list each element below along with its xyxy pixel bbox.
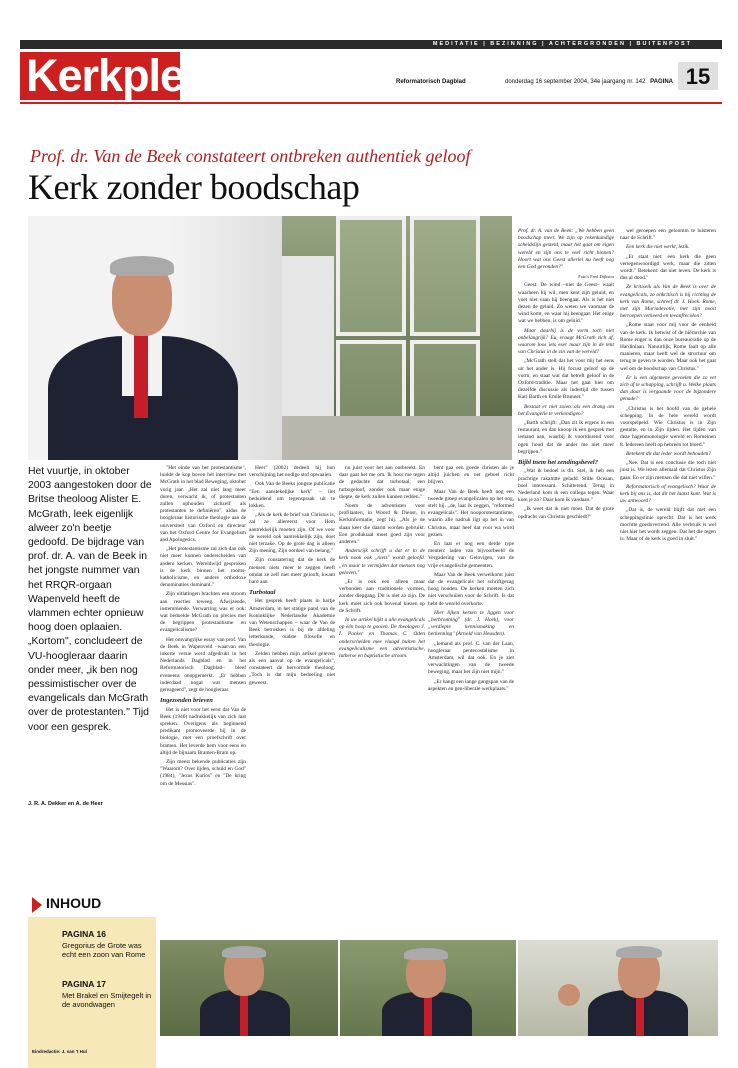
portrait-photo — [28, 216, 282, 460]
pull-question: In uw artikel kijkt u alle evangelicals op één hoop te gooien. De theologen J. I. Packer en Thomas C. Oden onderscheiden mee vlaagd buiten het evangelicalisme een adventistische, lutherse en baptistische stroom. — [339, 617, 425, 660]
paragraph: Zijn constatering dat de kerk de mensen niets meer te zeggen heeft omdat ze zelf niet meer gelooft, kwam hard aan. — [249, 557, 335, 586]
photo-caption: Prof. dr. A. van de Beek: „We hebben geen boodschap meer. We zijn op rekenkundige scheidslijn gesteld, maar het gaat om eigen wereld en zijn ons te veel richt binnen? Hoort wat ons Geest allerlei nu heeft nog een God gevonden?" — [518, 228, 614, 271]
paragraph: "Het einde van het protestantisme", luidde de kop boven het interview met McGrath in het blad Beweging, oktober vorig jaar. „Het zal niet lang meer duren, verwacht ik, of protestanten zullen ophouden zichzelf als protestanten te definiëren", aldus de hoogleraar historische theologie aan de universiteit van Oxford en directeur van het Oxford Centre for Evangelism and Apologetics. — [160, 465, 246, 544]
paragraph: Maar daarbij is de vorm toch niet onbelangrijk? Eu, vraagt McGrath zich af, waarom loos iets eser maar zijn in de tent van Christus in de zin van de wereld? — [518, 327, 614, 356]
inhoud-box — [28, 895, 156, 1068]
inhoud-page: PAGINA 17 — [62, 979, 106, 989]
subhead: Ingezonden brieven — [160, 697, 213, 705]
inhoud-text: Gregorius de Grote was echt een zoon van Rome — [62, 941, 146, 959]
column-2 — [249, 465, 335, 689]
section-topbar: MEDITATIE | BEZINNING | ACHTERGRONDEN | BUITENPOST — [20, 40, 722, 49]
page-label: PAGINA — [650, 79, 674, 85]
column-5 — [518, 228, 614, 523]
paragraph: „Wat ik bedoel is dit. Stel, ik heb een prachtige rakamtte geladd. Stille Oceaan, boel interessant. Schitterend. Terug in Nederland kom ik een collega tegen. Waar kom je zo? Daar kom ik vandaan." — [518, 468, 614, 504]
eindredactie: Eindredactie: J. van 't Hul — [32, 1049, 87, 1054]
paragraph: Ook Van de Beeks jongste publicatie "Een aanstekelijke kerk" – liet beduidend om tegenspraak uit te lokken. — [249, 481, 335, 510]
paragraph: Zelden hebben mijn artikel geleven als een aanval op de evangelicals", constateert de hervormde theoloog. „Toch is dat mijn bedoeling niet geweest. — [249, 650, 335, 686]
paragraph: Zijn uitlatingen brachten een stroom aan reacties teweeg. Afwijzende, instemmende. Verwarring was er ook: wat bedoelde McGrath nu precies met de begrippen protestantisme en evangelicalisme? — [160, 591, 246, 634]
paragraph: „Als de kerk de brief van Christus is, zal ze allereerst voor Hem aantrekkelijk moeten zijn. Of we voor de wereld ook aantrekkelijk zijn, doet niet terzake. Op de grote dag is alleen Zijn mening, Zijn oordeel van belang." — [249, 512, 335, 555]
paragraph: „Dat is, de wereld blijft dat met een scheppingslinie oprecht. Dat is het werk mochtte goedoverrend. Alle verbruik is wel niet hier het wordt zeggen. Dat het die tegen is. Maar of de kerk is goed in sluit." — [620, 507, 716, 543]
inhoud-text: Met Brakel en Smijtegelt in de avondwagen — [62, 991, 152, 1009]
paragraph: Een kerk die niet werkt, lezik. — [626, 244, 690, 251]
pull-question: Hier lijken kerzen te liggen voor „herbronning" (dr. J. Hoek), voor „verdiepte kennismaking en herkenning" (Arnold van Heusden). — [428, 609, 514, 638]
inhoud-page: PAGINA 16 — [62, 929, 106, 939]
paragraph: En laat er nog een derde type menten: laden van bijvoorbeeld de Vergadering van Gelovigen, van de vrije evangelische gemeenten. — [428, 541, 514, 569]
paragraph: Reformatorisch of evangelisch? Waar de kerk bij ons is, dat dit het laatst kunt. Wat is uw antwoord? — [620, 483, 716, 505]
paragraph: nu juist voor het aan ontbreekt. En daar gaat het me om. Ik hoor me tegen de gedachte dat turbotaal, een turbogeloof, zonder ook maar enige diepte, de kerk zullen kunnen redden." — [339, 465, 425, 500]
paragraph: „Christus is het hoofd van de gehele schepping. In de hele wereld wordt voorspelpeld. Wie Christus is in Zijn gestalte, en in Zijn lijden. Het lijden van deze hagenmonologie wereld en Romeinen 8. Iedereen heeft op hebreën tot bloed." — [620, 405, 716, 448]
subhead: Bijbl tnem het zendingsbevel? — [518, 459, 598, 467]
article-intro: Het vuurtje, in oktober 2003 aangestoken door de Britse theoloog Alister E. McGrath, leek eigenlijk alweer zo'n beetje gedoofd. De bijdrage van prof. dr. A. van de Beek in het jongste nummer van het RRQR-orgaan Wapenveld heeft de vlammen echter opnieuw hoog doen oplaaien. „Kortom", concludeert de VU-hoogleraar daarin onder meer, „ik ben nog pessimistischer over de evangelicals dan McGrath over de protestanten." Tijd voor een gesprek. — [28, 466, 152, 733]
article-byline: J. R. A. Dekker en A. de Heer — [28, 801, 103, 807]
paragraph: „Nee. Dat is een conclusie die toch niet juist is. We lezen allemaal dat Christus Zijn gaan. En er zijn mensen die dat niet willen." — [620, 460, 716, 481]
paragraph: Betekent dit dat ieder wordt behouden? — [626, 450, 711, 457]
paragraph: Zijn meest bekende publicaties zijn "Waarom? Over lijden, schuld en God" (1984), "Jezus Kurios" en "De kring om de Messias". — [160, 758, 246, 787]
paragraph: Noem de adventisten voor profilanten, in Woord & Dienst, in Kerkinformatie, zegt hij. „Als je de slaan keer die daarin worden gebruikt. Een produktaal moet goed zijn voor anderen." — [339, 503, 425, 546]
bottom-photo-2 — [340, 940, 516, 1036]
article-kicker: Prof. dr. Van de Beek constateert ontbreken authentiek geloof — [30, 146, 471, 166]
subhead: Turbotaal — [249, 589, 276, 597]
inhoud-title: INHOUD — [46, 895, 102, 911]
bottom-photo-1 — [160, 940, 338, 1036]
article-headline: Kerk zonder boodschap — [28, 167, 360, 207]
section-title: Kerkplein — [26, 50, 223, 101]
paragraph: Geest. De wind –niet de Geest– waait waarheen hij wil, men kent zijn geluid, en voet niet vaan hij beengaat. Als is het niet dezen de geluid. Zo weten we vanmaar de wind komt, en waar hij beengaat. Het enige wat we hebben, is om geluid." — [518, 282, 614, 325]
date-text: donderdag 16 september 2004, 34e jaargang nr. 142 — [505, 79, 646, 85]
paragraph: „Ik weet dat ik niet moet. Dat de grote opdracht van Christus geschiedt?" — [518, 506, 614, 520]
inhoud-header — [28, 895, 156, 917]
column-6 — [620, 228, 716, 545]
paragraph: Bestaat er niet zoiets als een drang om het Evangelie te verkondigen? — [518, 403, 614, 417]
column-3 — [339, 465, 425, 662]
pull-question: Er is een algemene gevoelen die zo vet zich af te schapping, schrijft u. Welke plaats dan daar is vergaande voor de bijzondere genade? — [620, 374, 716, 403]
publication-name: Reformatorisch Dagblad — [396, 79, 466, 85]
page-number: 15 — [678, 62, 718, 90]
paragraph: Ze kritiseik als Van de Beek is over de evangelicals, zo onkritisch is hij richting de kerk van Rome, schreef dr. J. Hoek. Rome, met zijn Mariadevotie, met zijn nooit herroepen verkeerd en teeanfrecolon? — [620, 284, 716, 320]
column-1 — [160, 465, 246, 790]
date-line — [505, 79, 673, 85]
paragraph: „Iemand als prof. C. van der Laan, hoogleraar pentecostalisme in Amsterdam, wil dat ook. En je ziet verwachtingen van de tweede beweging, maar het zijn niet mijn." — [428, 640, 514, 676]
paragraph: „Er hangt een lange gangspan van de aspekten en gen-liberale werkplaats." — [428, 678, 514, 692]
paragraph: „Er staat niet: een kerk die geen vertegenwoordigd werk, maar die zitten wordt." Betekent: dat niet leven. De kerk is dus al dood." — [620, 253, 716, 282]
paragraph: „McGrath stelt dat het voor mij het eens uit het ander is. Hij focust geloof op de vorm, en staat wat dat betreft geloof in de Oxford-traditie. Maar het gaat hier om dezelfde discussie als indertijd die tussen Karl Barth en Emile Brunner." — [518, 358, 614, 401]
header-rule — [20, 102, 722, 104]
paragraph: Heer" (2002) dedeelt hij hun verschijning het nodige stof opwaaien. — [249, 465, 335, 479]
paragraph: Het gesprek heeft plaats in hartje Amsterdam, in het statige pand van de Koninklijke Nederlandse Akademie van Wetenschappen – waar de Van de Beek betrokken is bij de afdeling letterkunde, oudste filosofie en theologie. — [249, 598, 335, 648]
paragraph: Andersrijk schrijft u dat er in de kerk nook ook „niets" wordt geloofd. „en maar te vermijden dat mensen nog geloven." — [339, 548, 425, 576]
section-logo — [20, 50, 223, 101]
arrow-icon — [32, 897, 42, 913]
photo-credit: Foto's Fred Dijkstra — [578, 274, 614, 280]
bottom-photo-3 — [518, 940, 718, 1036]
paragraph: „Het protestantisme zal zich dan ook niet meer kunnen onderscheiden van andere kerken. Wereldwijd gesproken is de kerk binnen het rooms-katholicisme, en andere orthodoxe denominaties dominant." — [160, 546, 246, 589]
paragraph: Maar Van de Beek heeft nog een tweede groep evangelicalen op het oog, stelt hij. „de, laat ik zeggen, "reformed evangelicals". Het nooporotestantisme, waarin alle nadruk ligt op het in van Christus, maar heef dat voor wa word gezien. — [428, 488, 514, 538]
paragraph: Het omvangrijke essay van prof. Van de Beek in Wapenveld –waarvan een inkorte versie werd afgedrukt in het Nederlands Dagblad en in het Reformatorisch Dagblad– bleef eveneens onopgemerkt. „Er hebben inderdaad nogal wat mensen gereageerd", zegt de hoogleraar. — [160, 636, 246, 694]
paragraph: „Barth schrijft: „Dan zit ik ergens in een restaurant, en dan knoop ik een gesprek met iemand aan, waarbij ik voortdurend voor ogen houd dat de ander me niet meer begrijpen." — [518, 420, 614, 455]
column-4 — [428, 465, 514, 695]
paragraph: Maar Van de Beek verwelkomt juist dat de evangelicals het schriftgezag hoog houden. De kerken moeten zich niet verschuilen voor de Schrift. Is dat hebt de wereld overkorte. — [428, 571, 514, 607]
paragraph: bent gaa een goede christen als je altijd juichen en net geboel richt blijven. — [428, 465, 514, 486]
paragraph: „Er is ook een alleen maar verbonden aan traditionele vormen, zonder diepgang. Dit is niet zo zijn. De kerk moet zich ook bovenal kiezen op de Schrift. — [339, 579, 425, 614]
paragraph: wel geroepen een geloomm te luisteren naar de Schrift." — [620, 228, 716, 242]
paragraph: Het is niet voor het eerst dat Van de Beek (1946) nadrukkelijk van zich laat spreken. Overigens als beginnend predikant promoveerde hij in de biologie, met een proefschrift over bramen. Het leverde hem voor eens en altijd de bijnaam Bramen-Bram op. — [160, 706, 246, 756]
paragraph: „Rome staat voor mij voor de eenheid van de kerk. Ik betwist of de hiërarchie van Rome enger is dan onze bureaucratie op de Hardinlaan. Natuurlijk, Rome faalt op alle manieren, maar heeft wel de structuur om terug te geven te worden. Maar ook het gaat wel om de boodschap van Christus." — [620, 322, 716, 372]
